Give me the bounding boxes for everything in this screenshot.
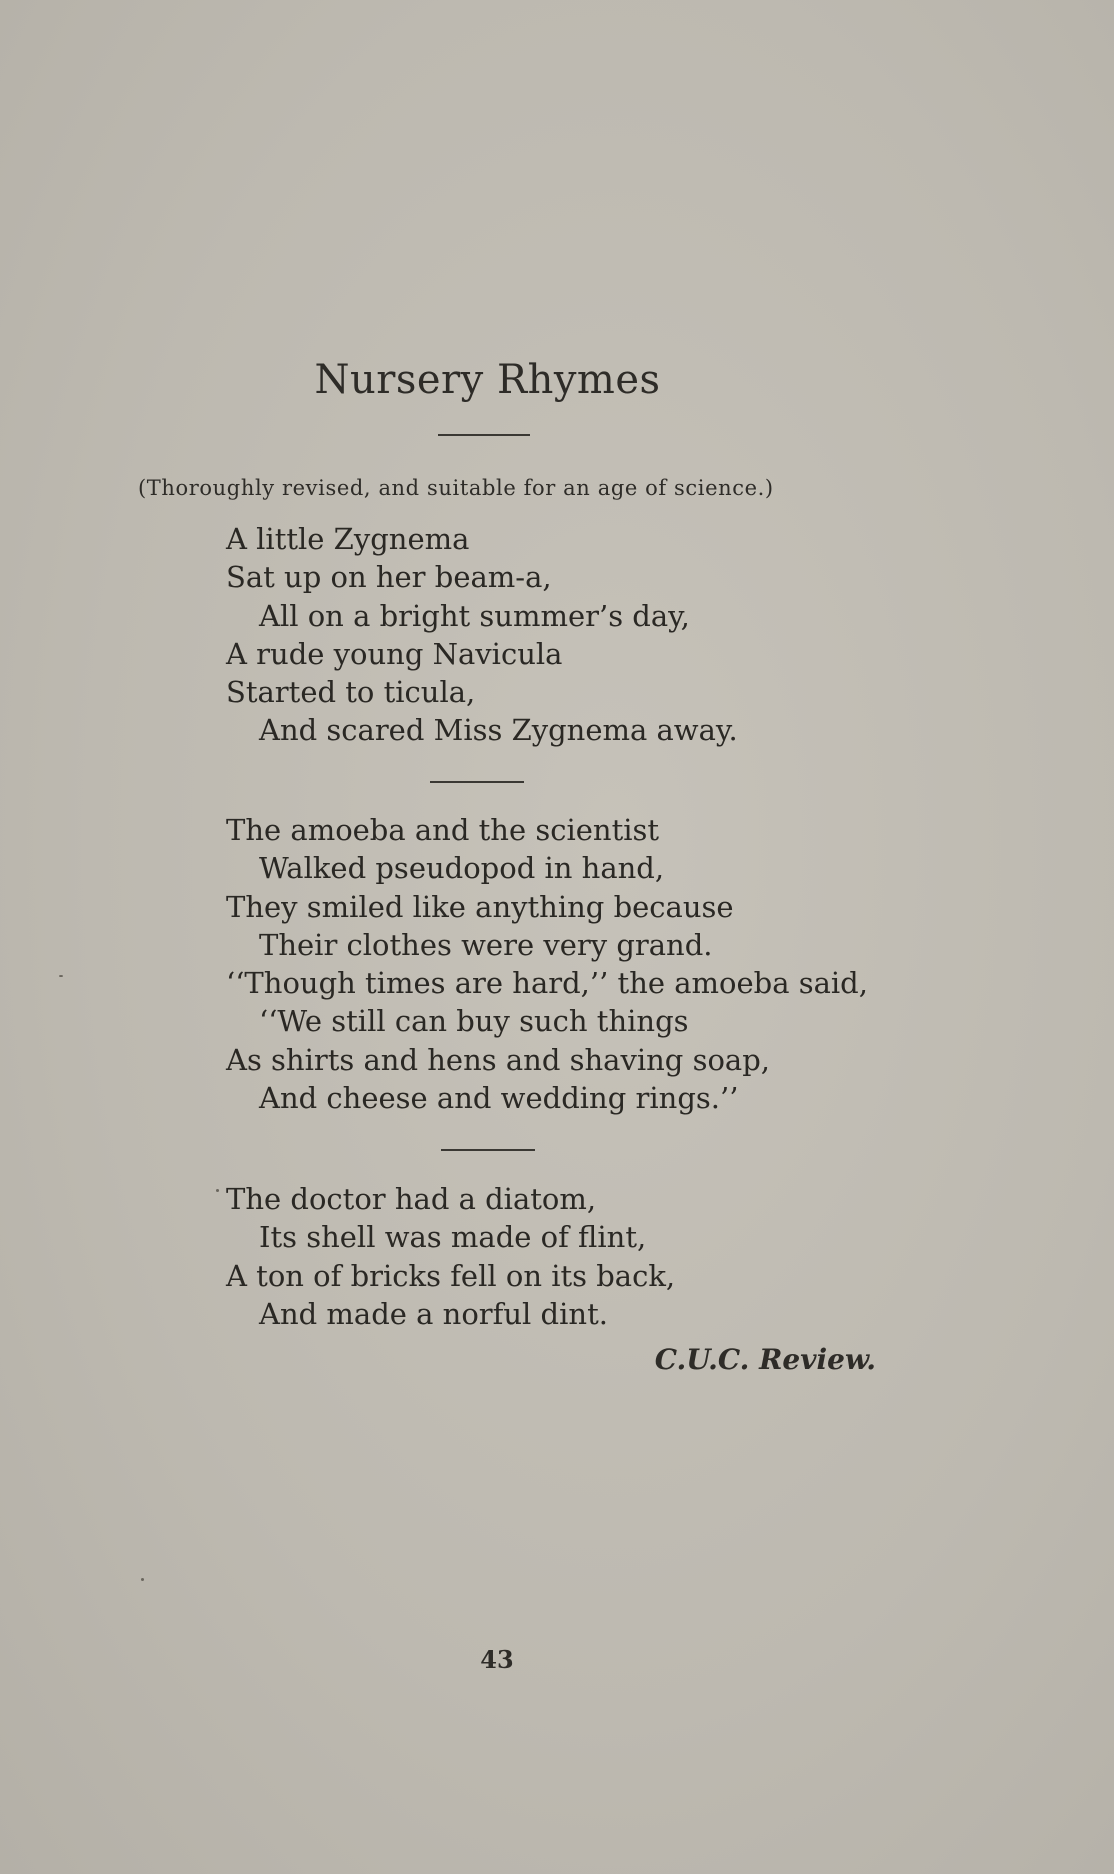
source-attribution: C.U.C. Review. [654, 1343, 876, 1376]
poem-line: Started to ticula, [226, 675, 476, 710]
poem-line: And scared Miss Zygnema away. [259, 713, 738, 748]
poem-line: The doctor had a diatom, [226, 1182, 597, 1216]
poem-line: The amoeba and the scientist [226, 813, 660, 847]
paper-speck [141, 1578, 144, 1581]
poem-line: Its shell was made of flint, [259, 1220, 647, 1255]
stanza-divider-2 [441, 1149, 535, 1151]
subtitle: (Thoroughly revised, and suitable for an age of science.) [138, 476, 774, 500]
poem-line: As shirts and hens and shaving soap, [226, 1042, 770, 1077]
poem-line: And cheese and wedding rings.’’ [259, 1081, 739, 1116]
poem-line: A ton of bricks fell on its back, [226, 1258, 676, 1293]
poem-line: ‘‘We still can buy such things [259, 1004, 689, 1039]
poem-line: Sat up on her beam-a, [226, 560, 552, 595]
poem-line: And made a norful dint. [259, 1296, 608, 1331]
poem-line: A rude young Navicula [226, 636, 563, 671]
poem-line: Walked pseudopod in hand, [259, 851, 665, 886]
poem-line: Their clothes were very grand. [259, 927, 713, 962]
poem-line: All on a bright summer’s day, [259, 598, 690, 633]
page-number: 43 [480, 1645, 514, 1674]
title-divider [438, 434, 530, 436]
stanza-3 [226, 1180, 675, 1333]
stanza-1 [226, 520, 738, 750]
stanza-2 [226, 811, 868, 1117]
stanza-divider-1 [430, 781, 524, 783]
poem-line: A little Zygnema [226, 522, 470, 556]
paper-speck [216, 1189, 219, 1192]
poem-line: ‘‘Though times are hard,’’ the amoeba said, [226, 966, 868, 1001]
paper-speck [59, 975, 63, 977]
poem-line: They smiled like anything because [226, 889, 734, 924]
page-title: Nursery Rhymes [314, 357, 661, 403]
